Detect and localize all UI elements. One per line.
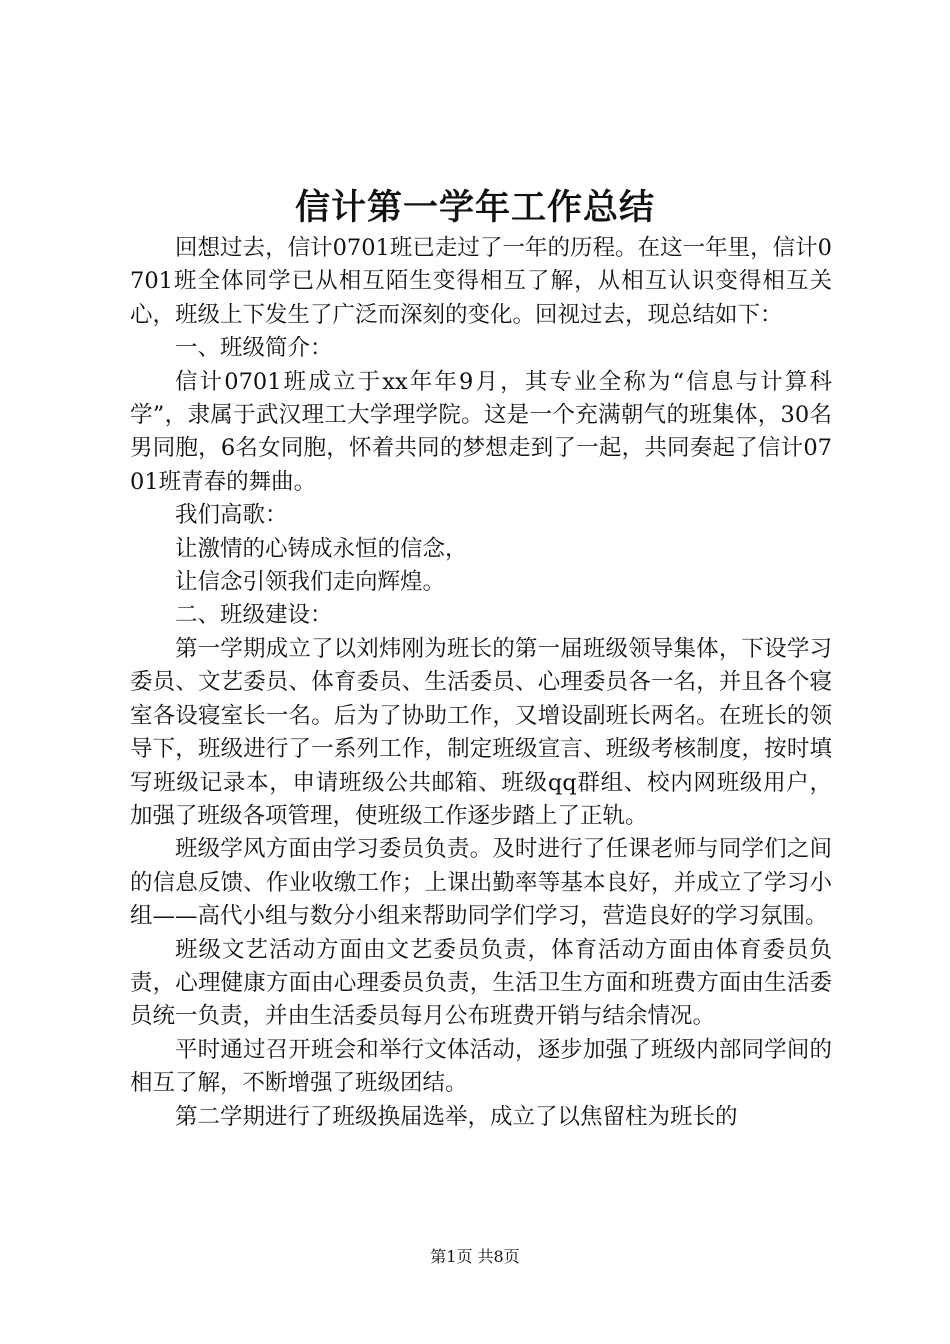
paragraph-verse-1: 让激情的心铸成永恒的信念， — [175, 535, 468, 562]
section-heading-class-intro: 一、班级简介： — [175, 335, 333, 362]
paragraph-verse-2: 让信念引领我们走向辉煌。 — [175, 569, 446, 596]
document-title: 信计第一学年工作总结 — [294, 187, 655, 228]
page-footer: 第1页 共8页 — [430, 1247, 520, 1266]
document-body — [130, 232, 832, 1134]
paragraph-study-style: 班级学风方面由学习委员负责。及时进行了任课老师与同学们之间的信息反馈、作业收缴工作；上课出勤率等基本良好，并成立了学习小组——高代小组与数分小组来帮助同学们学习，营造良好的学习氛围。 — [130, 836, 832, 930]
section-heading-class-building: 二、班级建设： — [175, 602, 333, 629]
paragraph-activities: 班级文艺活动方面由文艺委员负责，体育活动方面由体育委员负责，心理健康方面由心理委员负责，生活卫生方面和班费方面由生活委员统一负责，并由生活委员每月公布班费开销与结余情况。 — [130, 936, 832, 1030]
paragraph-first-semester: 第一学期成立了以刘炜刚为班长的第一届班级领导集体，下设学习委员、文艺委员、体育委员、生活委员、心理委员各一名，并且各个寝室各设寝室长一名。后为了协助工作，又增设副班长两名。在班长的领导下，班级进行了一系列工作，制定班级宣言、班级考核制度，按时填写班级记录本，申请班级公共邮箱、班级qq群组、校内网班级用户，加强了班级各项管理，使班级工作逐步踏上了正轨。 — [130, 635, 832, 829]
paragraph-unity: 平时通过召开班会和举行文体活动，逐步加强了班级内部同学间的相互了解，不断增强了班级团结。 — [130, 1036, 832, 1097]
paragraph-we-sing: 我们高歌： — [175, 502, 288, 529]
paragraph-class-intro: 信计0701班成立于xx年年9月，其专业全称为“信息与计算科学”，隶属于武汉理工大学理学院。这是一个充满朝气的班集体，30名男同胞，6名女同胞，怀着共同的梦想走到了一起，共同奏起了信计0701班青春的舞曲。 — [130, 368, 832, 495]
paragraph-second-semester: 第二学期进行了班级换届选举，成立了以焦留柱为班长的 — [175, 1103, 738, 1130]
paragraph-intro: 回想过去，信计0701班已走过了一年的历程。在这一年里，信计0701班全体同学已从相互陌生变得相互了解，从相互认识变得相互关心，班级上下发生了广泛而深刻的变化。回视过去，现总结如下： — [130, 235, 832, 328]
